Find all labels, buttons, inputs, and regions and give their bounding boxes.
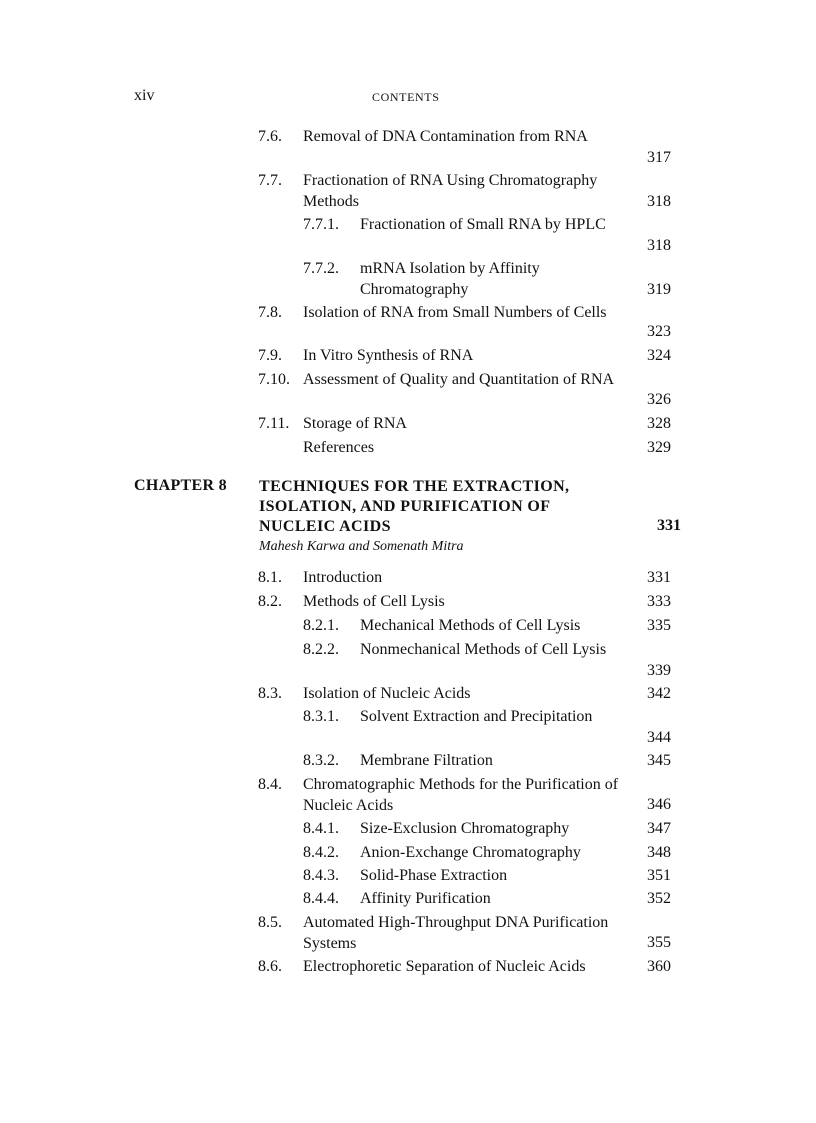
toc-entry-page: 318: [647, 237, 671, 254]
toc-entry-page: 318: [647, 193, 671, 210]
toc-entry-page: 352: [647, 890, 671, 907]
running-head: CONTENTS: [372, 90, 440, 104]
toc-entry-number: 8.2.2.: [303, 641, 339, 658]
toc-entry-title: Storage of RNA: [303, 415, 407, 432]
toc-entry-number: 7.6.: [258, 128, 282, 145]
toc-entry-number: 7.11.: [258, 415, 290, 432]
toc-entry-page: 339: [647, 662, 671, 679]
toc-entry-title: Fractionation of Small RNA by HPLC: [360, 216, 606, 233]
toc-entry-title: Solid-Phase Extraction: [360, 867, 508, 884]
toc-entry-page: 347: [647, 820, 671, 837]
toc-entry-title: References: [303, 439, 375, 456]
chapter-authors: Mahesh Karwa and Somenath Mitra: [259, 539, 464, 554]
toc-entry-page: 317: [647, 149, 671, 166]
toc-entry-title: Fractionation of RNA Using Chromatography Methods: [303, 172, 598, 210]
toc-entry-title: Anion-Exchange Chromatography: [360, 844, 581, 861]
toc-entry-title: Nonmechanical Methods of Cell Lysis: [360, 641, 607, 658]
toc-entry-page: 342: [647, 685, 671, 702]
toc-entry-page: 355: [647, 934, 671, 951]
toc-entry-title: In Vitro Synthesis of RNA: [303, 347, 474, 364]
toc-entry-title: Electrophoretic Separation of Nucleic Acids: [303, 958, 586, 975]
toc-entry-title: Isolation of Nucleic Acids: [303, 685, 471, 702]
toc-entry-number: 8.4.3.: [303, 867, 339, 884]
toc-entry-title: Solvent Extraction and Precipitation: [360, 708, 593, 725]
toc-entry-title: Mechanical Methods of Cell Lysis: [360, 617, 581, 634]
toc-entry-number: 7.7.1.: [303, 216, 339, 233]
toc-entry-title: Isolation of RNA from Small Numbers of Cells: [303, 304, 607, 321]
toc-entry-number: 7.7.: [258, 172, 282, 189]
toc-entry-title: Removal of DNA Contamination from RNA: [303, 128, 588, 145]
toc-entry-number: 7.7.2.: [303, 260, 339, 277]
toc-entry-title: Automated High-Throughput DNA Purification Systems: [303, 914, 609, 952]
toc-entry-number: 8.3.: [258, 685, 282, 702]
toc-entry-page: 348: [647, 844, 671, 861]
chapter-label: CHAPTER 8: [134, 477, 227, 494]
toc-entry-title: Size-Exclusion Chromatography: [360, 820, 570, 837]
toc-entry-number: 7.9.: [258, 347, 282, 364]
toc-entry-number: 8.4.2.: [303, 844, 339, 861]
toc-entry-page: 324: [647, 347, 671, 364]
toc-entry-number: 8.3.2.: [303, 752, 339, 769]
toc-entry-number: 8.1.: [258, 569, 282, 586]
toc-entry-number: 8.2.1.: [303, 617, 339, 634]
chapter-title: TECHNIQUES FOR THE EXTRACTION, ISOLATION, AND PURIFICATION OF NUCLEIC ACIDS: [259, 478, 570, 535]
toc-entry-number: 8.4.1.: [303, 820, 339, 837]
toc-entry-title: mRNA Isolation by Affinity Chromatography: [360, 260, 540, 298]
toc-entry-page: 323: [647, 323, 671, 340]
chapter-page: 331: [657, 517, 681, 534]
toc-entry-title: Affinity Purification: [360, 890, 491, 907]
toc-entry-number: 7.10.: [258, 371, 290, 388]
toc-entry-title: Chromatographic Methods for the Purification of Nucleic Acids: [303, 776, 619, 814]
toc-entry-title: Assessment of Quality and Quantitation of RNA: [303, 371, 615, 388]
toc-entry-number: 8.6.: [258, 958, 282, 975]
toc-entry-number: 8.3.1.: [303, 708, 339, 725]
toc-entry-page: 345: [647, 752, 671, 769]
toc-entry-number: 8.2.: [258, 593, 282, 610]
toc-entry-page: 335: [647, 617, 671, 634]
toc-entry-number: 8.4.4.: [303, 890, 339, 907]
page-number: xiv: [134, 87, 155, 104]
toc-entry-page: 346: [647, 796, 671, 813]
toc-entry-page: 326: [647, 391, 671, 408]
toc-entry-title: Membrane Filtration: [360, 752, 493, 769]
toc-entry-page: 360: [647, 958, 671, 975]
toc-entry-page: 344: [647, 729, 671, 746]
toc-entry-page: 329: [647, 439, 671, 456]
toc-entry-page: 319: [647, 281, 671, 298]
toc-entry-page: 351: [647, 867, 671, 884]
toc-entry-title: Methods of Cell Lysis: [303, 593, 445, 610]
toc-entry-number: 8.4.: [258, 776, 282, 793]
toc-entry-page: 328: [647, 415, 671, 432]
toc-entry-page: 333: [647, 593, 671, 610]
toc-entry-number: 8.5.: [258, 914, 282, 931]
toc-entry-title: Introduction: [303, 569, 383, 586]
toc-entry-number: 7.8.: [258, 304, 282, 321]
toc-entry-page: 331: [647, 569, 671, 586]
